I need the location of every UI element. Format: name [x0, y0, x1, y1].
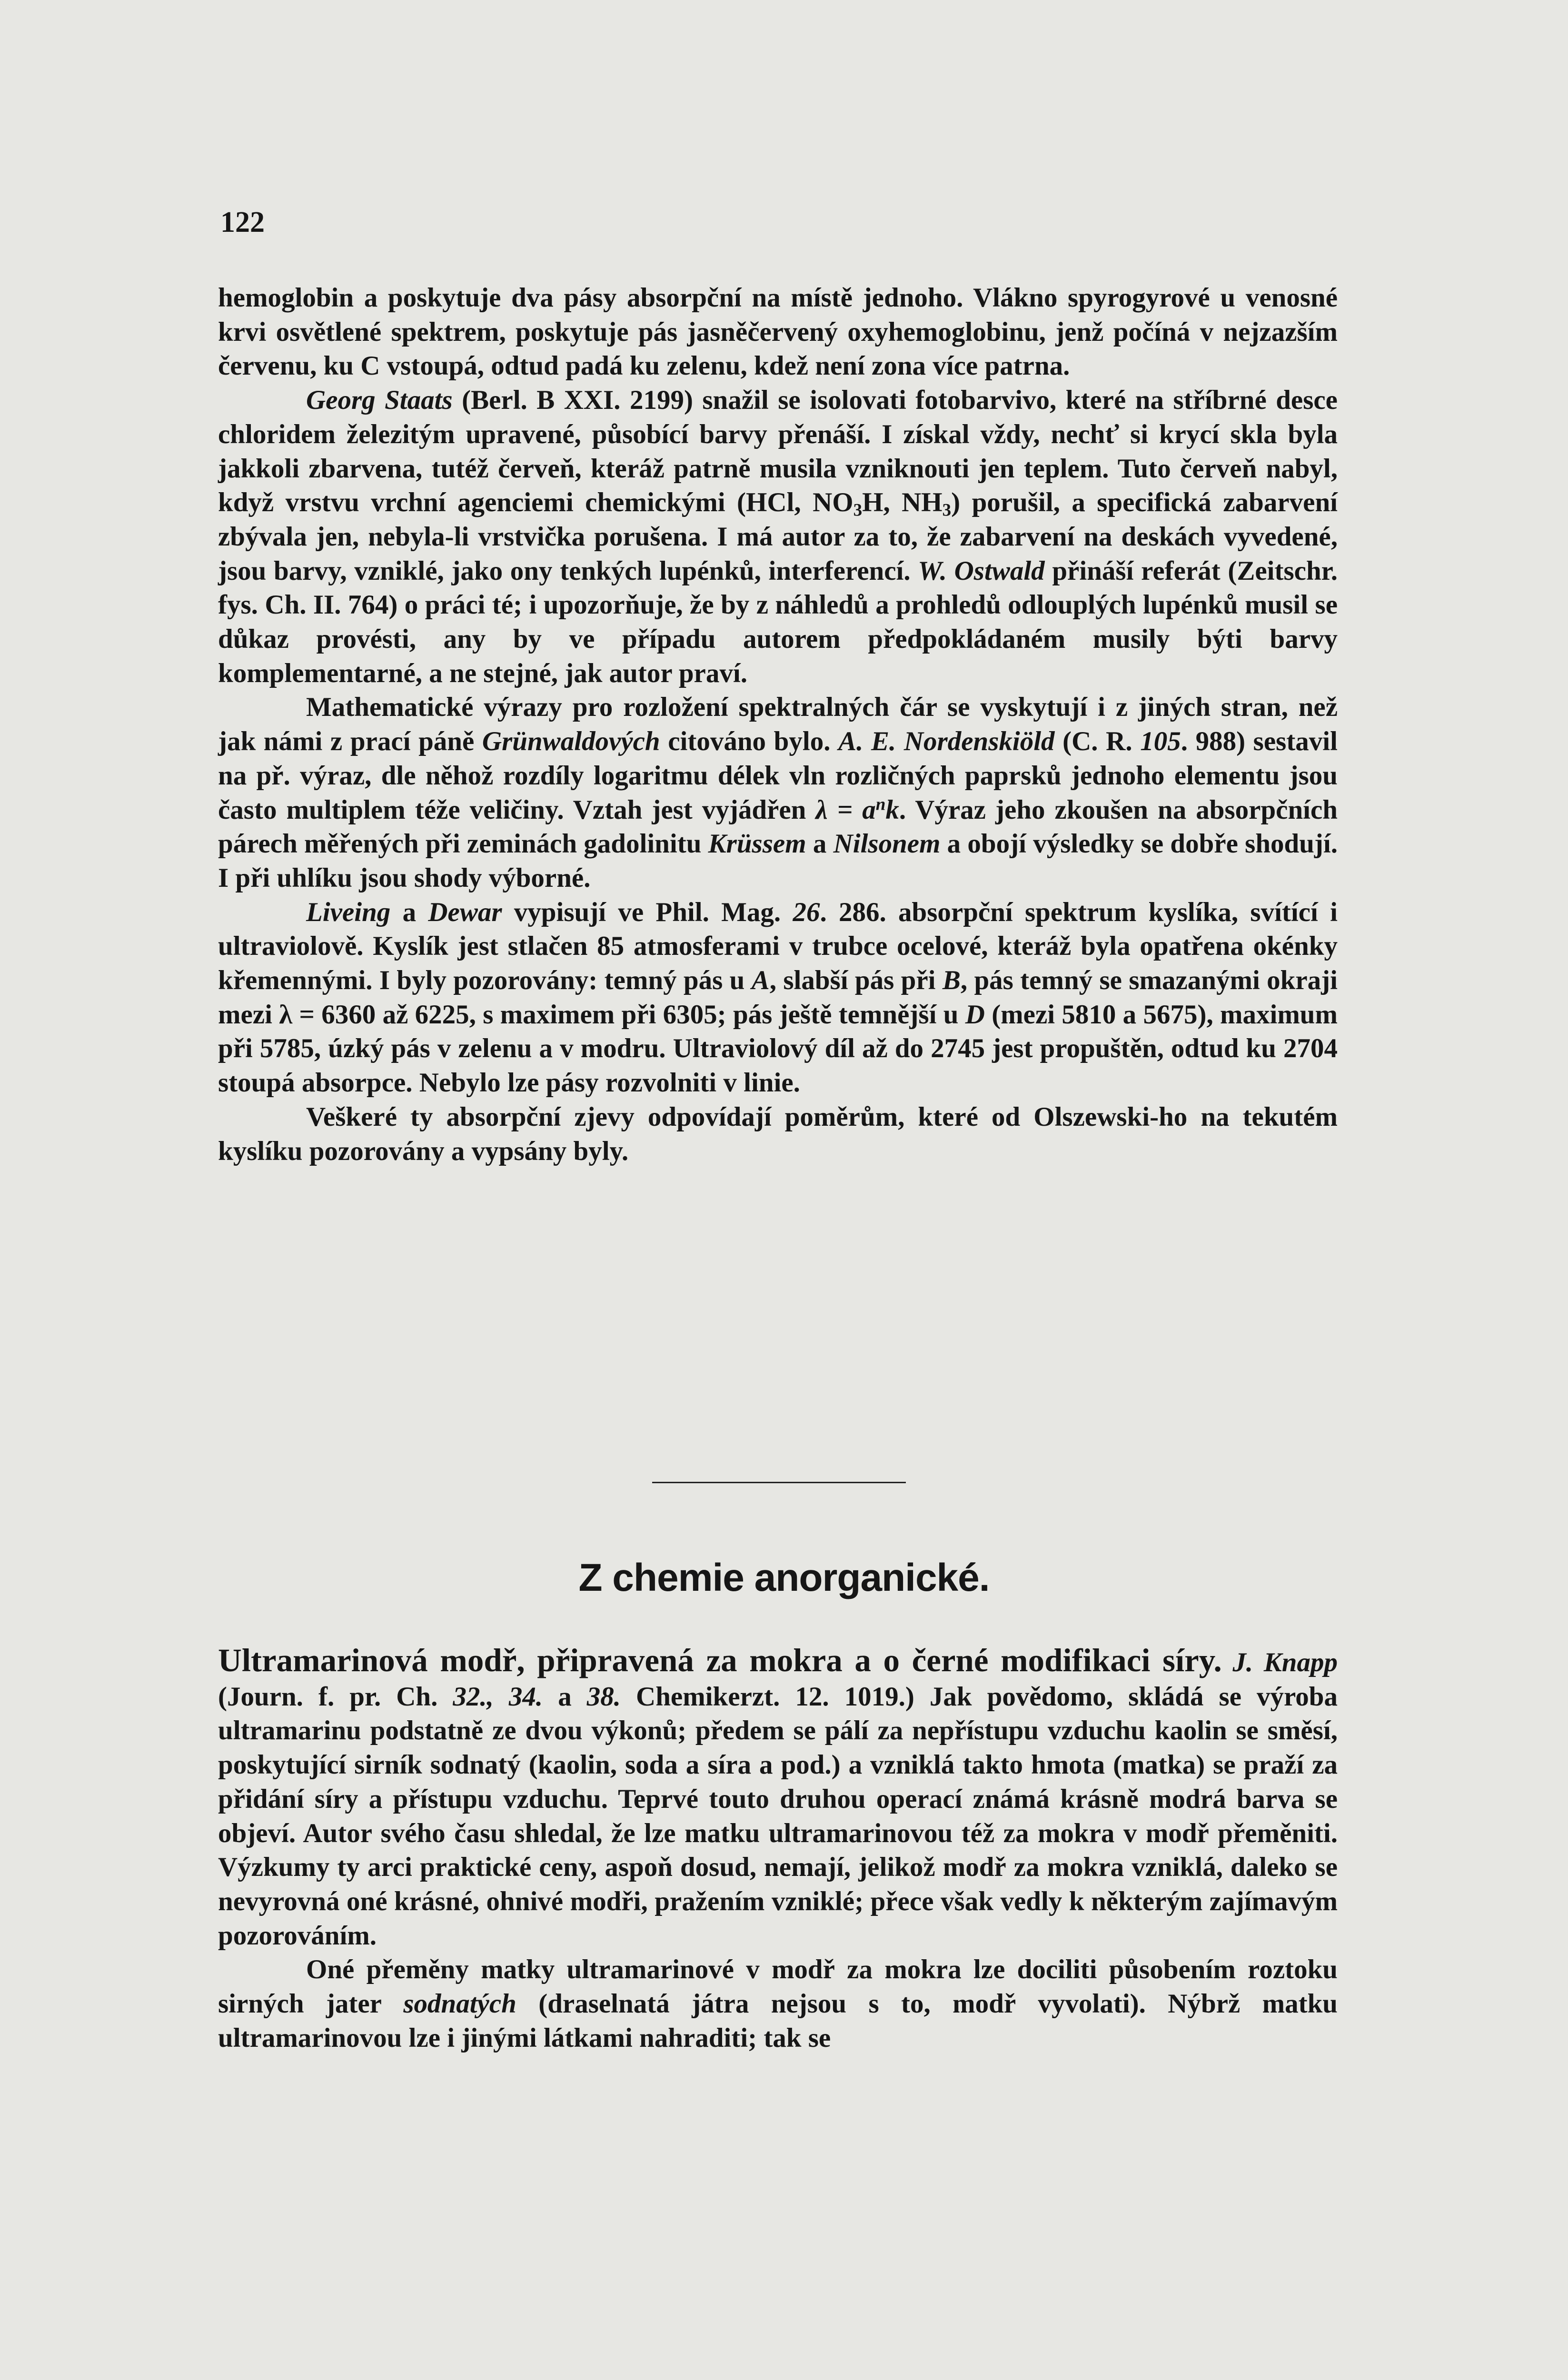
- formula-exponent: n: [875, 794, 886, 814]
- italic-number: 38.: [586, 1681, 621, 1712]
- text-span: přináší referát (Zeitschr. fys. Ch. II. 764) o práci té; i upozorňuje, že by z náhledů a prohledů odlouplých lupénků musil se důkaz provésti, any by ve případu autorem předpokládaném musily býti barvy komplementarné, a ne stejné, jak autor praví.: [218, 555, 1338, 688]
- text-span: ) porušil, a specifická zabarvení zbývala jen, nebyla-li vrstvička porušena. I má autor za to, že zabarvení na deskách vyvedené, jsou barvy, vzniklé, jako ony tenkých lupénků, interferencí.: [218, 487, 1338, 586]
- italic-name: Krüssem: [708, 829, 806, 859]
- italic-number: 105: [1140, 726, 1181, 757]
- section-divider: [652, 1482, 906, 1483]
- author-name: W. Ostwald: [918, 555, 1045, 586]
- lower-text-block: [218, 1644, 1338, 2055]
- text-span: (Berl. B XXI. 2199) snažil se isolovati fotobarvivo, které na stříbrné desce chloridem železitým upravené, působící barvy přenáší. I získal vždy, nechť si krycí skla byla jakkoli zbarvena, tutéž červeň, kteráž patrně musila vzniknouti jen teplem. Tuto červeň nabyl, když vrstvu vrchní agenciemi chemickými (HCl, NO: [218, 385, 1338, 518]
- text-span: citováno bylo.: [660, 726, 839, 757]
- text-span: . 988) sestavil na př. výraz, dle něhož rozdíly logaritmu délek vln rozličných paprsků jednoho elementu jsou často multiplem téže veličiny. Vztah jest vyjádřen: [218, 726, 1338, 825]
- paragraph: [218, 1953, 1338, 2055]
- italic-word: sodnatých: [403, 1989, 516, 2019]
- italic-name: Liveing: [306, 897, 391, 927]
- paragraph: [218, 690, 1338, 895]
- italic-name: A. E. Nordenskiöld: [838, 726, 1055, 757]
- italic-letter: A: [751, 965, 770, 996]
- text-span: Veškeré ty absorpční zjevy odpovídají poměrům, které od Olszewski-ho na tekutém kyslíku pozorovány a vypsány byly.: [218, 1101, 1338, 1166]
- italic-name: Nilsonem: [833, 829, 941, 859]
- text-span: . 286. absorpční spektrum kyslíka, svítící i ultraviolově. Kyslík jest stlačen 85 atmosferami v trubce ocelové, kteráž byla opatřena okénky křemennými. I byly pozorovány: temný pás u: [218, 897, 1338, 996]
- page-number: 122: [220, 206, 265, 238]
- subscript: 3: [942, 500, 952, 520]
- text-span: (mezi 5810 a 5675), maximum při 5785, úzký pás v zelenu a v modru. Ultraviolový díl až do 2745 jest propuštěn, odtud ku 2704 stoupá absorpce. Nebylo lze pásy rozvolniti v linie.: [218, 999, 1338, 1098]
- text-span: hemoglobin a poskytuje dva pásy absorpční na místě jednoho. Vlákno spyrogyrové u venosné krvi osvětlené spektrem, poskytuje pás jasněčervený oxyhemoglobinu, jenž počíná v nejzazším červenu, ku C vstoupá, odtud padá ku zelenu, kdež není zona více patrna.: [218, 283, 1338, 381]
- paragraph: [218, 895, 1338, 1100]
- text-span: , slabší pás při: [769, 965, 943, 996]
- section-heading: Z chemie anorganické.: [578, 1556, 990, 1599]
- paragraph: [218, 383, 1338, 690]
- italic-name: Dewar: [428, 897, 502, 927]
- article-title: Ultramarinová modř, připravená za mokra a o černé modifikaci síry.: [218, 1642, 1222, 1678]
- text-span: (C. R.: [1054, 726, 1141, 757]
- text-span: a: [806, 829, 834, 859]
- author-name: J. Knapp: [1232, 1647, 1338, 1677]
- text-span: Oné přeměny matky ultramarinové v modř za mokra lze dociliti působením roztoku sirných jater: [218, 1954, 1338, 2019]
- formula: [815, 795, 899, 825]
- formula-lhs: λ = a: [815, 794, 876, 825]
- text-span: Chemikerzt. 12. 1019.) Jak povědomo, skládá se výroba ultramarinu podstatně ze dvou výkonů; předem se pálí za nepřístupu vzduchu kaolin se směsí, poskytující sirník sodnatý (kaolin, soda a síra a pod.) a vzniklá takto hmota (matka) se praží za přidání síry a přístupu vzduchu. Teprvé touto druhou operací známá krásně modrá barva se objeví. Autor svého času shledal, že lze matku ultramarinovou též za mokra v modř přeměniti. Výzkumy ty arci praktické ceny, aspoň dosud, nemají, jelikož modř za mokra vzniklá, daleko se nevyrovná oné krásné, ohnivé modři, pražením vzniklé; přece však vedly k některým zajímavým pozorováním.: [218, 1681, 1338, 1951]
- author-name: Georg Staats: [306, 385, 453, 416]
- text-span: a: [390, 897, 428, 927]
- text-span: a: [543, 1681, 587, 1712]
- paragraph: [218, 1100, 1338, 1168]
- italic-number: 32., 34.: [453, 1681, 543, 1712]
- text-span: a obojí výsledky se dobře shodují. I při uhlíku jsou shody výborné.: [218, 829, 1338, 893]
- paragraph: [218, 1644, 1338, 1953]
- text-span: (Journ. f. pr. Ch.: [218, 1681, 453, 1712]
- italic-letter: D: [965, 999, 985, 1030]
- italic-number: 26: [793, 897, 820, 927]
- text-span: . Výraz jeho zkoušen na absorpčních párech měřených při zeminách gadolinitu: [218, 794, 1338, 859]
- formula-rhs: k: [885, 794, 899, 825]
- upper-text-block: [218, 281, 1338, 1168]
- italic-letter: B: [942, 965, 961, 996]
- text-span: Mathematické výrazy pro rozložení spektralných čár se vyskytují i z jiných stran, než jak námi z prací páně: [218, 692, 1338, 757]
- text-span: H, NH: [862, 487, 943, 518]
- paragraph: [218, 281, 1338, 383]
- text-span: vypisují ve Phil. Mag.: [502, 897, 793, 927]
- italic-name: Grünwaldových: [482, 726, 660, 757]
- text-span: , pás temný se smazanými okraji mezi λ = 6360 až 6225, s maximem při 6305; pás ještě temnější u: [218, 965, 1338, 1030]
- subscript: 3: [853, 500, 863, 520]
- text-span: (draselnatá játra nejsou s to, modř vyvolati). Nýbrž matku ultramarinovou lze i jinými látkami nahraditi; tak se: [218, 1989, 1338, 2053]
